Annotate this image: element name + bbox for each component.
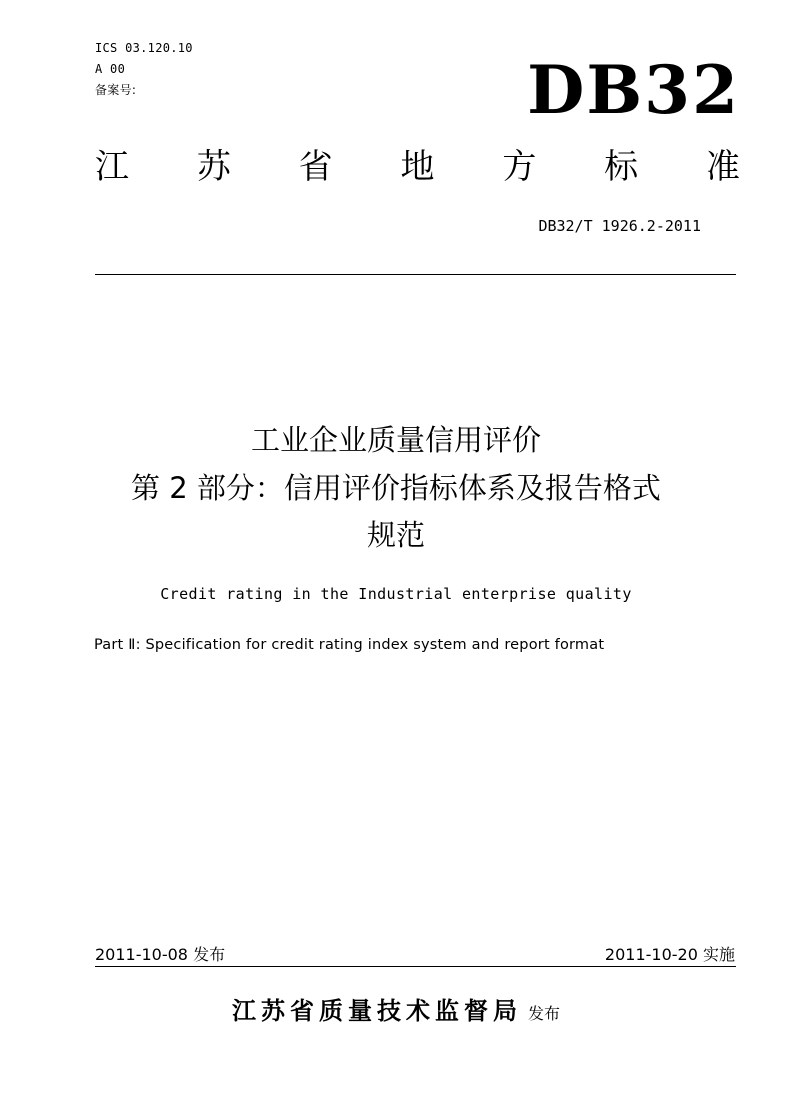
standard-type-char: 省 [298,147,333,187]
record-number-label: 备案号: [95,83,137,97]
english-title-line-2: Part Ⅱ: Specification for credit rating index system and report format [94,637,605,653]
english-title-line-1: Credit rating in the Industrial enterprise quality [160,585,632,603]
standard-type-title [95,145,740,189]
ics-code: ICS 03.120.10 [95,41,193,55]
header-divider [95,274,736,275]
standard-code: DB32/T 1926.2-2011 [538,217,701,235]
issuer-line [0,995,792,1030]
chinese-title-line-3: 规范 [366,518,425,552]
chinese-title-line-1: 工业企业质量信用评价 [250,423,541,457]
issuer-suffix: 发布 [527,1004,560,1023]
footer-divider [95,966,736,967]
standard-type-char: 江 [95,147,129,187]
classification-code: A 00 [95,62,126,76]
issue-date: 2011-10-08 发布 [95,945,226,964]
standard-type-char: 地 [400,147,435,187]
standard-type-char: 标 [604,147,639,187]
standard-type-char: 苏 [196,147,231,187]
chinese-title-line-2: 第 2 部分：信用评价指标体系及报告格式 [131,471,661,505]
issuer-name: 江苏省质量技术监督局 [231,997,522,1025]
db32-logo: DB32 [527,51,740,129]
implementation-date: 2011-10-20 实施 [604,945,735,964]
standard-type-char: 准 [705,147,740,187]
standard-type-char: 方 [502,147,537,187]
